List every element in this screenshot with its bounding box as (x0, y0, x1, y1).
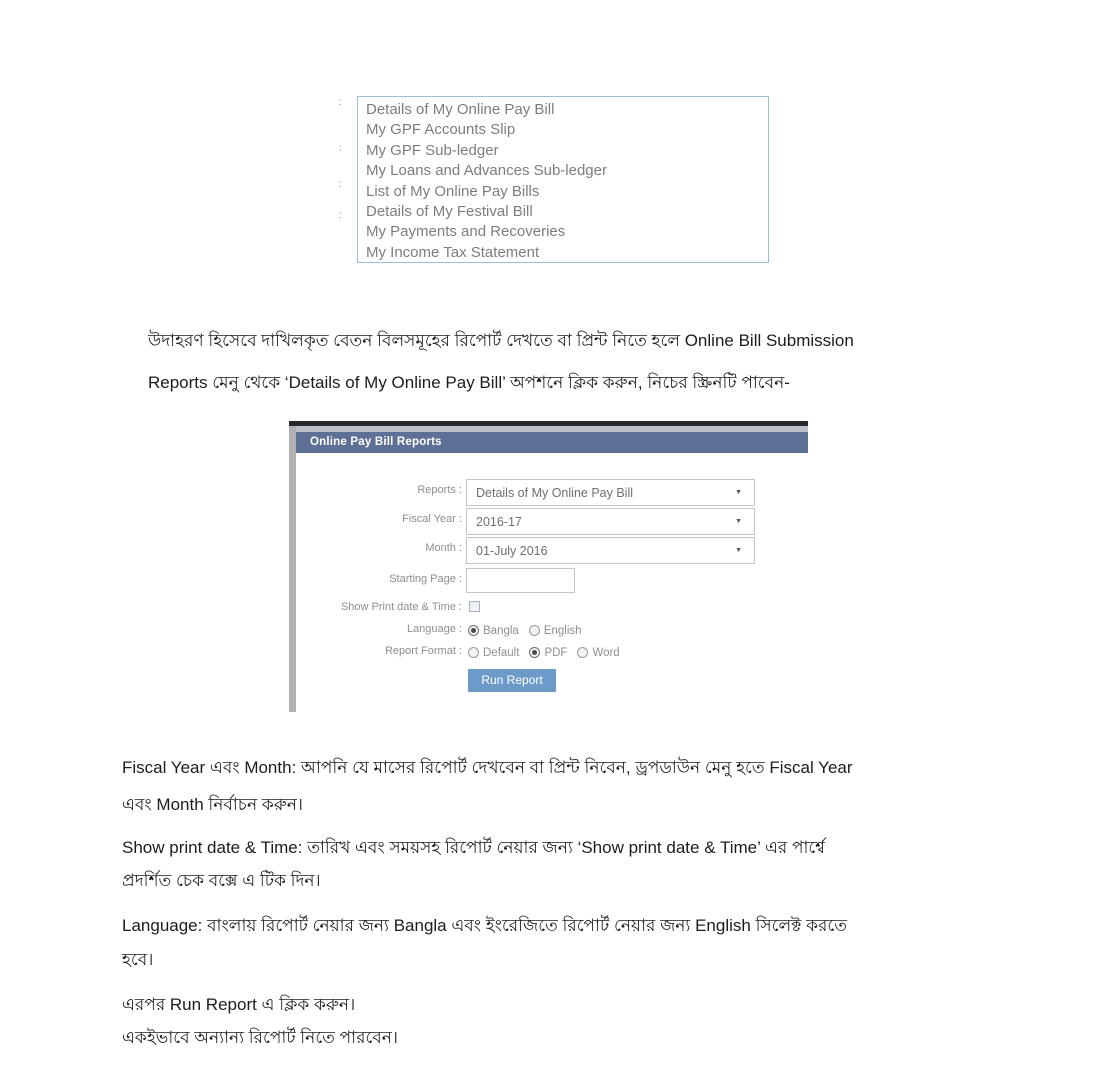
menu-item[interactable]: Details of My Online Pay Bill (366, 101, 555, 118)
report-format-label: Report Format : (384, 645, 462, 657)
reports-menu-listbox (357, 96, 769, 263)
menu-item[interactable]: My Income Tax Statement (366, 243, 540, 261)
run-report-button[interactable]: Run Report (468, 669, 556, 692)
menu-item[interactable]: List of My Online Pay Bills (366, 182, 540, 200)
starting-page-input[interactable] (466, 568, 575, 593)
reports-selected-value: Details of My Online Pay Bill (476, 486, 634, 500)
list-side-mark: : (339, 179, 342, 190)
language-label: Language : (406, 623, 462, 635)
instruction-line: এবং Month নির্বাচন করুন। (122, 795, 304, 814)
form-title-bar (296, 432, 808, 453)
bangla-radio-label[interactable]: Bangla (483, 625, 519, 637)
default-radio[interactable] (468, 647, 479, 658)
instruction-line: একইভাবে অন্যান্য রিপোর্ট নিতে পারবেন। (122, 1028, 398, 1047)
show-print-date-label: Show Print date & Time : (340, 601, 462, 613)
month-selected-value: 01-July 2016 (476, 544, 548, 558)
chevron-down-icon: ▼ (735, 518, 742, 525)
fiscal-year-label: Fiscal Year : (402, 513, 462, 525)
menu-item[interactable]: Details of My Festival Bill (366, 203, 533, 221)
reports-label: Reports : (417, 484, 462, 496)
online-pay-bill-reports-screenshot (289, 421, 808, 712)
english-radio[interactable] (529, 625, 540, 636)
menu-item[interactable]: My GPF Accounts Slip (366, 121, 516, 139)
intro-paragraph-line: উদাহরণ হিসেবে দাখিলকৃত বেতন বিলসমূহের রিপোর্ট দেখতে বা প্রিন্ট নিতে হলে Online Bill Submission (148, 331, 854, 350)
word-radio-label[interactable]: Word (592, 647, 620, 659)
bangla-radio[interactable] (468, 625, 479, 636)
menu-item[interactable]: My GPF Sub-ledger (366, 141, 499, 159)
instruction-line: Show print date & Time: তারিখ এবং সময়সহ রিপোর্ট নেয়ার জন্য ‘Show print date & Time’ এর পার্শ্বে (122, 838, 825, 857)
screenshot-left-scroll-strip (289, 426, 296, 712)
instruction-line: হবে। (122, 950, 154, 969)
instruction-line: প্রদর্শিত চেক বক্সে এ টিক দিন। (122, 871, 321, 890)
menu-item[interactable]: My Payments and Recoveries (366, 223, 566, 241)
list-side-mark: : (339, 97, 342, 108)
report-format-radio-group (468, 643, 630, 661)
english-radio-label[interactable]: English (543, 625, 582, 637)
default-radio-label[interactable]: Default (483, 647, 520, 659)
instruction-line: Language: বাংলায় রিপোর্ট নেয়ার জন্য Bangla এবং ইংরেজিতে রিপোর্ট নেয়ার জন্য English সিলেক্ট করতে (122, 916, 847, 935)
menu-item[interactable]: My Loans and Advances Sub-ledger (366, 162, 607, 180)
chevron-down-icon: ▼ (735, 547, 742, 554)
form-title: Online Pay Bill Reports (310, 436, 442, 448)
fiscal-year-selected-value: 2016-17 (476, 515, 522, 529)
fiscal-year-dropdown[interactable] (466, 508, 755, 535)
word-radio[interactable] (577, 647, 588, 658)
intro-paragraph-line: Reports মেনু থেকে ‘Details of My Online Pay Bill’ অপশনে ক্লিক করুন, নিচের স্ক্রিনটি পাবেন- (148, 373, 790, 392)
month-dropdown[interactable] (466, 537, 755, 564)
starting-page-label: Starting Page : (389, 573, 462, 585)
pdf-radio-label[interactable]: PDF (544, 647, 568, 659)
reports-dropdown[interactable] (466, 479, 755, 506)
chevron-down-icon: ▼ (735, 489, 742, 496)
language-radio-group (468, 621, 592, 639)
month-label: Month : (425, 542, 462, 554)
instruction-line: Fiscal Year এবং Month: আপনি যে মাসের রিপোর্ট দেখবেন বা প্রিন্ট নিবেন, ড্রপডাউন মেনু হতে Fiscal Year (122, 758, 853, 777)
list-side-mark: : (339, 210, 342, 221)
pdf-radio[interactable] (529, 647, 540, 658)
show-print-date-checkbox[interactable] (469, 601, 480, 612)
list-side-mark: : (339, 143, 342, 154)
instruction-line: এরপর Run Report এ ক্লিক করুন। (122, 995, 356, 1014)
